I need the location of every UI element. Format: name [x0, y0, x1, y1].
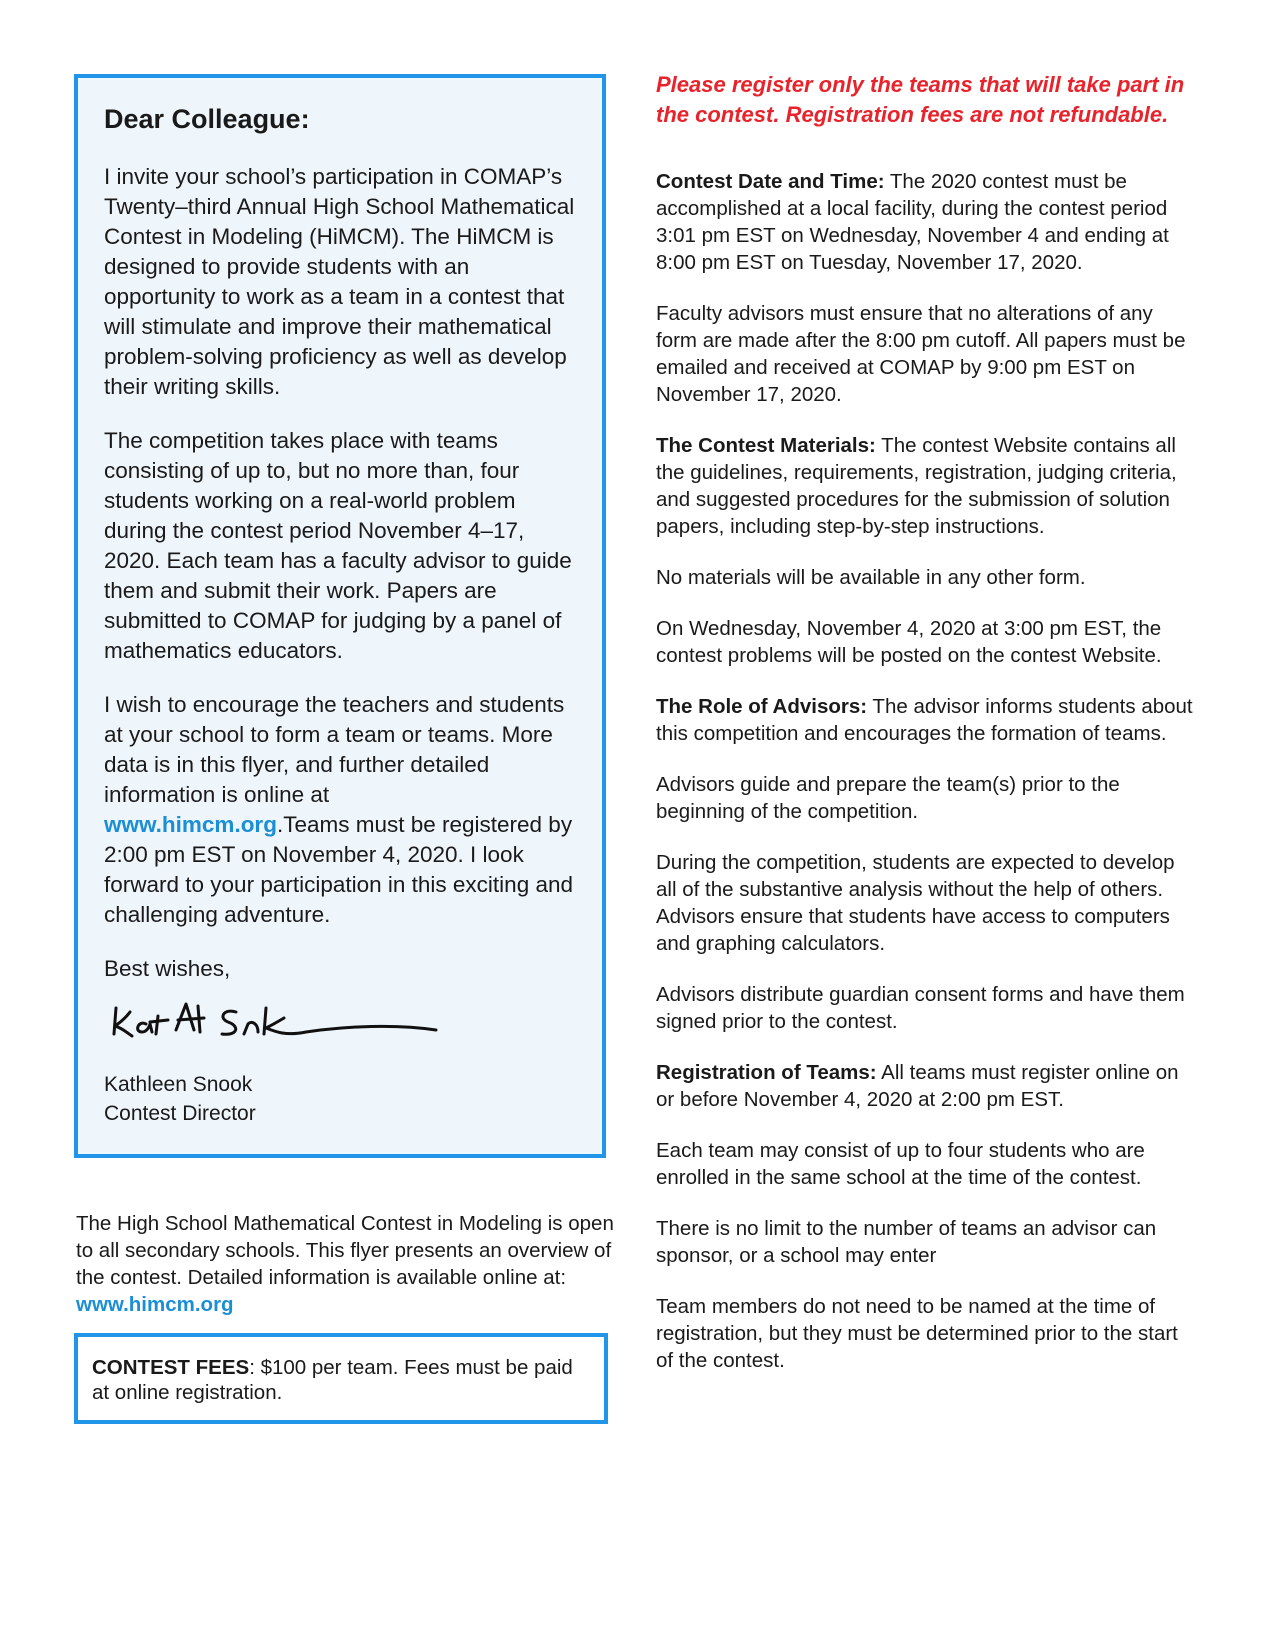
team-members-paragraph: Team members do not need to be named at the time of registration, but they must be determined prior to the start of the contest. — [656, 1295, 1178, 1372]
contest-date-heading: Contest Date and Time: — [656, 170, 885, 193]
letter-paragraph-encourage — [104, 690, 580, 930]
advisors-role-heading: The Role of Advisors: — [656, 695, 868, 718]
problems-posted-paragraph: On Wednesday, November 4, 2020 at 3:00 pm EST, the contest problems will be posted on the contest Website. — [656, 617, 1162, 667]
advisors-role-text: The advisor informs students about this competition and encourages the formation of teams. — [656, 695, 1193, 745]
team-size-paragraph: Each team may consist of up to four students who are enrolled in the same school at the time of the contest. — [656, 1139, 1145, 1189]
signer-title: Contest Director — [104, 1102, 256, 1125]
faculty-cutoff-paragraph: Faculty advisors must ensure that no alterations of any form are made after the 8:00 pm cutoff. All papers must be emailed and received at COMAP by 9:00 pm EST on November 17, 2020. — [656, 302, 1186, 406]
letter-box — [74, 74, 606, 1158]
contest-fees-text: : $100 per team. Fees must be paid at online registration. — [92, 1356, 573, 1404]
letter-paragraph-encourage-end: .Teams must be registered by 2:00 pm EST on November 4, 2020. I look forward to your participation in this exciting and challenging adventure. — [104, 812, 573, 927]
letter-closing: Best wishes, — [104, 956, 231, 981]
contest-materials-heading: The Contest Materials: — [656, 434, 876, 457]
advisors-role-section — [656, 693, 1198, 747]
contest-overview-text: The High School Mathematical Contest in Modeling is open to all secondary schools. This flyer presents an overview of the contest. Detailed information is available online at: — [76, 1212, 614, 1289]
no-materials-paragraph: No materials will be available in any other form. — [656, 566, 1086, 589]
contest-materials-text: The contest Website contains all the guidelines, requirements, registration, judging criteria, and suggested procedures for the submission of solution papers, including step-by-step instructions. — [656, 434, 1177, 538]
registration-section — [656, 1059, 1198, 1113]
contest-materials-section — [656, 432, 1198, 540]
consent-forms-paragraph: Advisors distribute guardian consent forms and have them signed prior to the contest. — [656, 983, 1185, 1033]
contest-date-section — [656, 168, 1198, 276]
contest-details-column — [656, 70, 1198, 1398]
during-competition-paragraph: During the competition, students are expected to develop all of the substantive analysis without the help of others. Advisors ensure that students have access to computers and graphing calculators. — [656, 851, 1175, 955]
contest-overview — [76, 1210, 616, 1318]
letter-paragraph-competition: The competition takes place with teams consisting of up to, but no more than, four students working on a real-world problem during the contest period November 4–17, 2020. Each team has a faculty advisor to guide them and submit their work. Papers are submitted to COMAP for judging by a panel of mathematics educators. — [104, 428, 572, 663]
signature-image — [106, 994, 446, 1054]
letter-paragraph-encourage-start: I wish to encourage the teachers and students at your school to form a team or teams. More data is in this flyer, and further detailed information is online at — [104, 692, 565, 807]
contest-fees-box — [74, 1333, 608, 1424]
himcm-website-link[interactable]: www.himcm.org — [104, 812, 277, 837]
registration-text: All teams must register online on or before November 4, 2020 at 2:00 pm EST. — [656, 1061, 1179, 1111]
registration-heading: Registration of Teams: — [656, 1061, 877, 1084]
contest-date-text: The 2020 contest must be accomplished at a local facility, during the contest period 3:01 pm EST on Wednesday, November 4 and ending at 8:00 pm EST on Tuesday, November 17, 2020. — [656, 170, 1169, 274]
overview-website-link[interactable]: www.himcm.org — [76, 1293, 234, 1316]
advisors-guide-paragraph: Advisors guide and prepare the team(s) prior to the beginning of the competition. — [656, 773, 1120, 823]
letter-salutation: Dear Colleague: — [104, 104, 310, 134]
letter-paragraph-invite: I invite your school’s participation in COMAP’s Twenty–third Annual High School Mathematical Contest in Modeling (HiMCM). The HiMCM is designed to provide students with an opportunity to work as a team in a contest that will stimulate and improve their mathematical problem-solving proficiency as well as develop their writing skills. — [104, 164, 575, 399]
registration-notice: Please register only the teams that will take part in the contest. Registration fees are not refundable. — [656, 72, 1185, 127]
signer-name: Kathleen Snook — [104, 1073, 253, 1096]
team-limit-paragraph: There is no limit to the number of teams an advisor can sponsor, or a school may enter — [656, 1217, 1157, 1267]
contest-fees-label: CONTEST FEES — [92, 1356, 250, 1379]
